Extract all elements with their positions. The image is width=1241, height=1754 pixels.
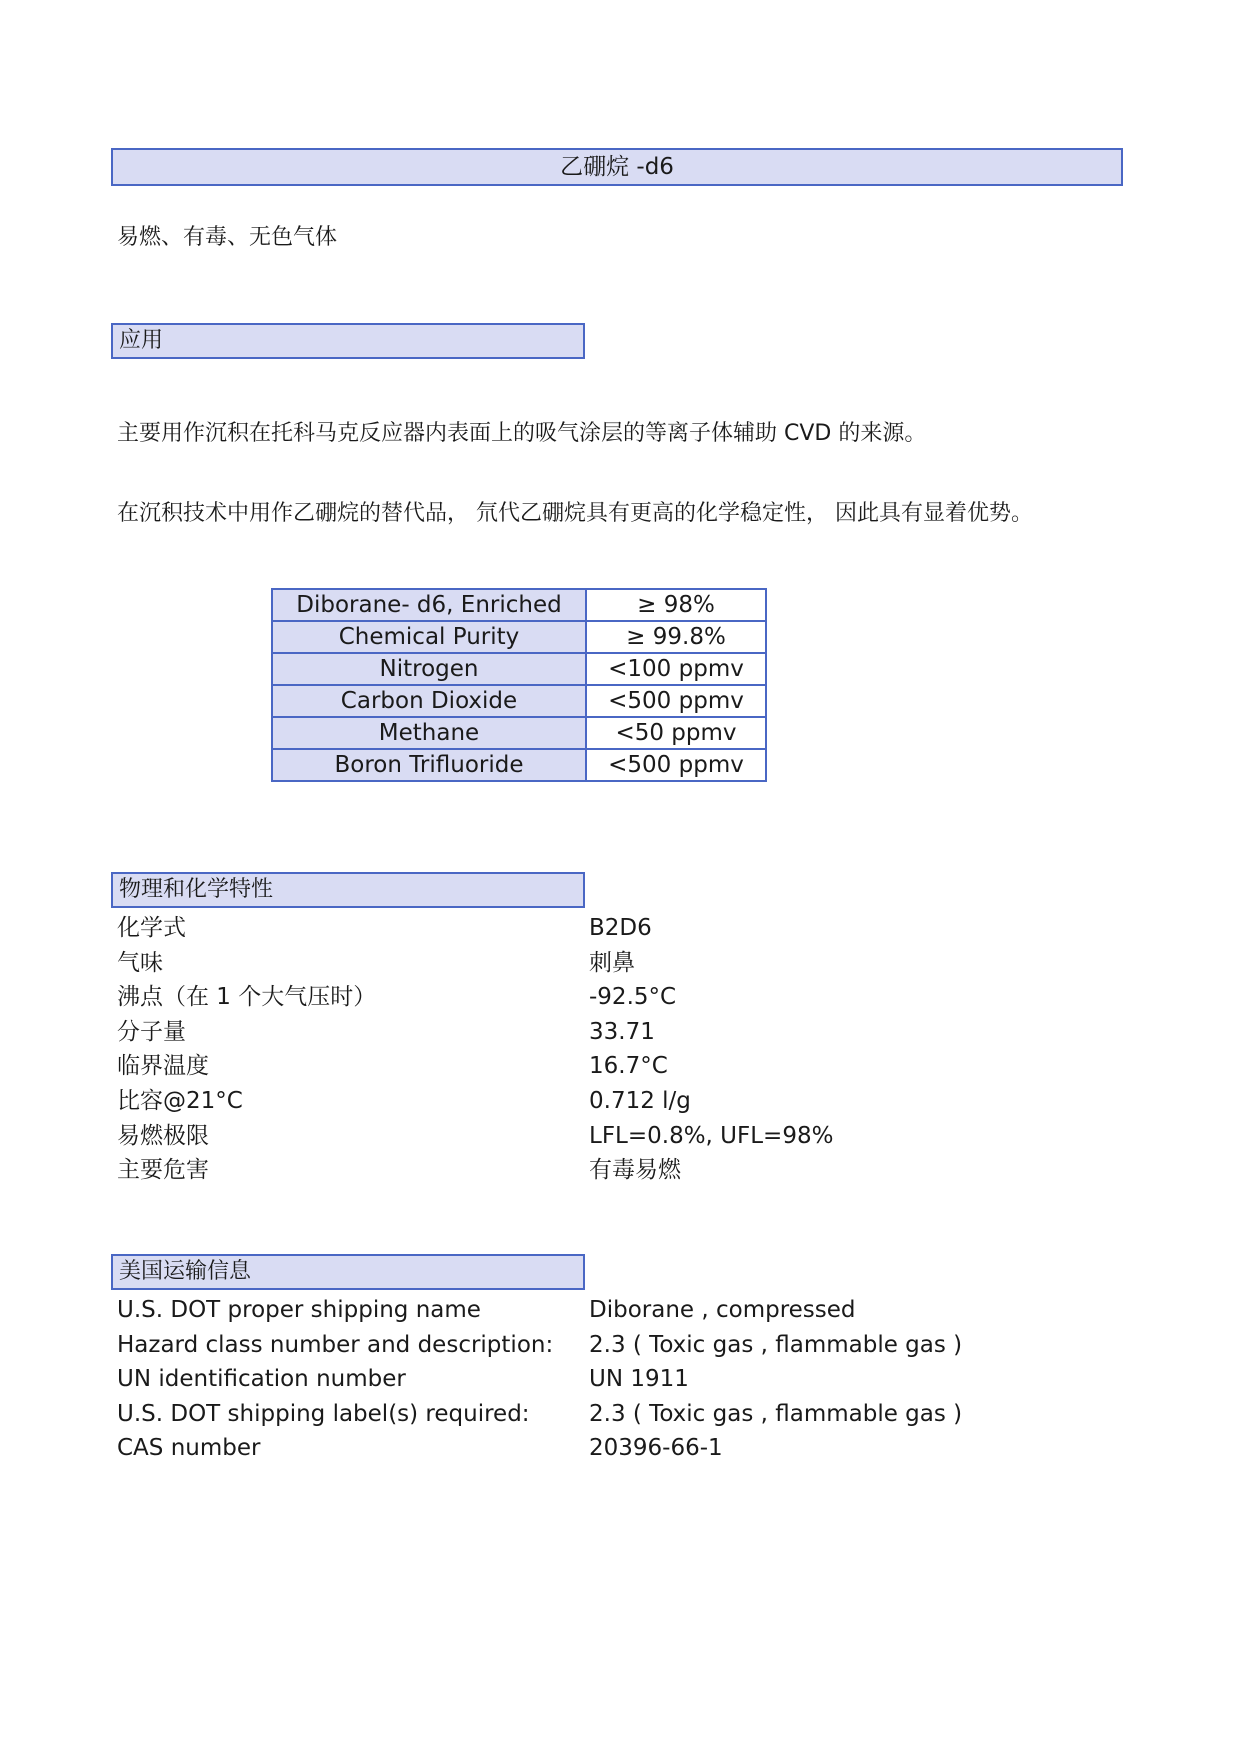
property-value: 刺鼻 xyxy=(589,949,635,976)
application-paragraph: 在沉积技术中用作乙硼烷的替代品， 氘代乙硼烷具有更高的化学稳定性， 因此具有显着优势。 xyxy=(117,501,1033,526)
application-paragraph: 主要用作沉积在托科马克反应器内表面上的吸气涂层的等离子体辅助 CVD 的来源。 xyxy=(117,421,927,446)
property-label: 临界温度 xyxy=(117,1053,209,1080)
shipping-label: U.S. DOT proper shipping name xyxy=(117,1297,481,1323)
property-label: 比容@21°C xyxy=(117,1087,243,1114)
spec-table xyxy=(271,588,767,782)
shipping-label: U.S. DOT shipping label(s) required: xyxy=(117,1400,530,1427)
spec-name: Carbon Dioxide xyxy=(272,685,586,717)
spec-value: ≥ 99.8% xyxy=(586,621,766,653)
property-value: 0.712 l/g xyxy=(589,1087,691,1114)
property-label: 分子量 xyxy=(117,1018,186,1045)
property-label: 气味 xyxy=(117,949,163,976)
property-label: 主要危害 xyxy=(117,1157,209,1184)
shipping-label: Hazard class number and description: xyxy=(117,1331,554,1358)
spec-name: Diborane- d6, Enriched xyxy=(272,589,586,621)
spec-name: Methane xyxy=(272,717,586,749)
spec-value: ≥ 98% xyxy=(586,589,766,621)
table-row xyxy=(272,717,766,749)
property-label: 沸点（在 1 个大气压时） xyxy=(117,984,377,1011)
shipping-value: UN 1911 xyxy=(589,1366,689,1393)
subtitle: 易燃、有毒、无色气体 xyxy=(117,225,338,250)
document-title: 乙硼烷 -d6 xyxy=(111,148,1123,186)
shipping-value: Diborane , compressed xyxy=(589,1297,856,1323)
spec-name: Nitrogen xyxy=(272,653,586,685)
section-heading-properties: 物理和化学特性 xyxy=(111,872,585,908)
spec-value: <500 ppmv xyxy=(586,749,766,781)
spec-value: <100 ppmv xyxy=(586,653,766,685)
shipping-value: 2.3 ( Toxic gas , flammable gas ) xyxy=(589,1331,963,1358)
shipping-label: CAS number xyxy=(117,1435,261,1462)
table-row xyxy=(272,749,766,781)
spec-name: Boron Trifluoride xyxy=(272,749,586,781)
property-value: LFL=0.8%, UFL=98% xyxy=(589,1122,834,1149)
section-heading-shipping: 美国运输信息 xyxy=(111,1254,585,1290)
property-value: 16.7°C xyxy=(589,1053,668,1080)
property-value: 有毒易燃 xyxy=(589,1157,681,1184)
spec-value: <50 ppmv xyxy=(586,717,766,749)
shipping-value: 2.3 ( Toxic gas , flammable gas ) xyxy=(589,1400,963,1427)
table-row xyxy=(272,653,766,685)
table-row xyxy=(272,589,766,621)
spec-value: <500 ppmv xyxy=(586,685,766,717)
property-value: B2D6 xyxy=(589,915,652,941)
shipping-label: UN identification number xyxy=(117,1366,406,1393)
table-row xyxy=(272,621,766,653)
table-row xyxy=(272,685,766,717)
section-heading-application: 应用 xyxy=(111,323,585,359)
property-label: 化学式 xyxy=(117,915,186,941)
shipping-value: 20396-66-1 xyxy=(589,1435,723,1462)
property-value: 33.71 xyxy=(589,1018,655,1045)
property-value: -92.5°C xyxy=(589,984,677,1011)
property-label: 易燃极限 xyxy=(117,1122,209,1149)
spec-name: Chemical Purity xyxy=(272,621,586,653)
